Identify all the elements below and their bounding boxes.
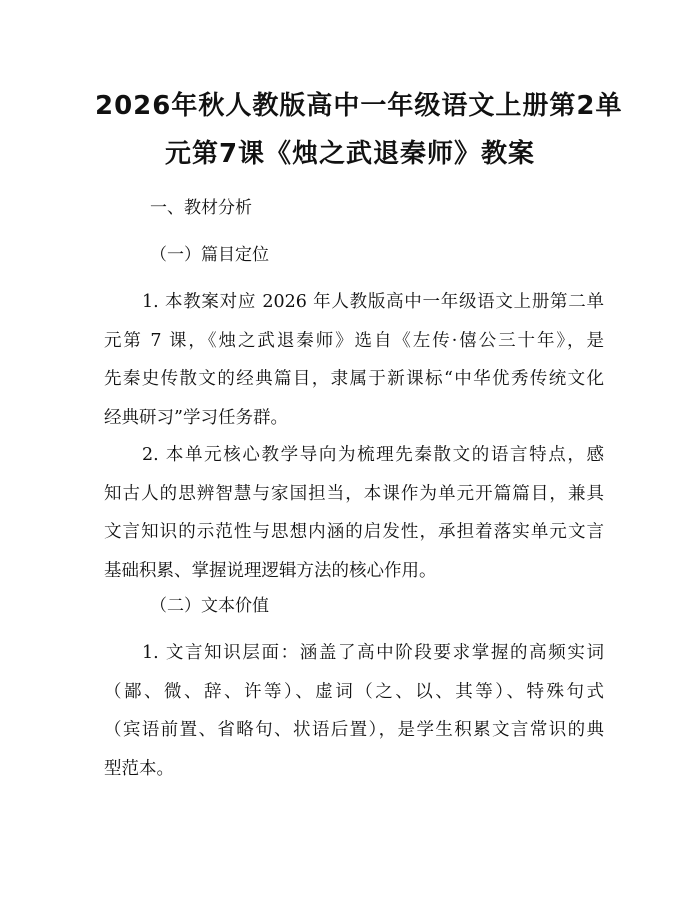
paragraph-line: 1. 本教案对应 2026 年人教版高中一年级语文上册第二单 bbox=[142, 292, 604, 312]
paragraph-line: （鄙、微、辞、许等）、虚词（之、以、其等）、特殊句式 bbox=[104, 681, 604, 702]
section-heading-teaching-material-analysis: 一、教材分析 bbox=[150, 198, 252, 218]
paragraph-line: 先秦史传散文的经典篇目，隶属于新课标“中华优秀传统文化 bbox=[104, 369, 604, 389]
paragraph-line: 文言知识的示范性与思想内涵的启发性，承担着落实单元文言 bbox=[104, 522, 604, 542]
paragraph-line: 型范本。 bbox=[104, 758, 174, 779]
title-line-2: 元第7课《烛之武退秦师》教案 bbox=[164, 139, 536, 169]
paragraph-line: 知古人的思辨智慧与家国担当，本课作为单元开篇篇目，兼具 bbox=[104, 483, 604, 504]
paragraph-text-value-1 bbox=[104, 634, 604, 788]
paragraph-line: 经典研习”学习任务群。 bbox=[104, 407, 288, 428]
subsection-heading-text-value: （二）文本价值 bbox=[150, 596, 269, 616]
paragraph-line: 1. 文言知识层面：涵盖了高中阶段要求掌握的高频实词 bbox=[142, 643, 604, 663]
title-line-1: 2026年秋人教版高中一年级语文上册第2单 bbox=[95, 91, 623, 121]
paragraph-line: 元第 7 课，《烛之武退秦师》选自《左传·僖公三十年》，是 bbox=[104, 330, 604, 351]
paragraph-positioning-2 bbox=[104, 436, 604, 590]
paragraph-line: （宾语前置、省略句、状语后置），是学生积累文言常识的典 bbox=[104, 720, 604, 740]
paragraph-line: 2. 本单元核心教学导向为梳理先秦散文的语言特点，感 bbox=[142, 445, 604, 465]
paragraph-positioning-1 bbox=[104, 283, 604, 437]
subsection-heading-positioning: （一）篇目定位 bbox=[150, 245, 269, 265]
document-title bbox=[95, 82, 623, 178]
paragraph-line: 基础积累、掌握说理逻辑方法的核心作用。 bbox=[104, 560, 437, 581]
